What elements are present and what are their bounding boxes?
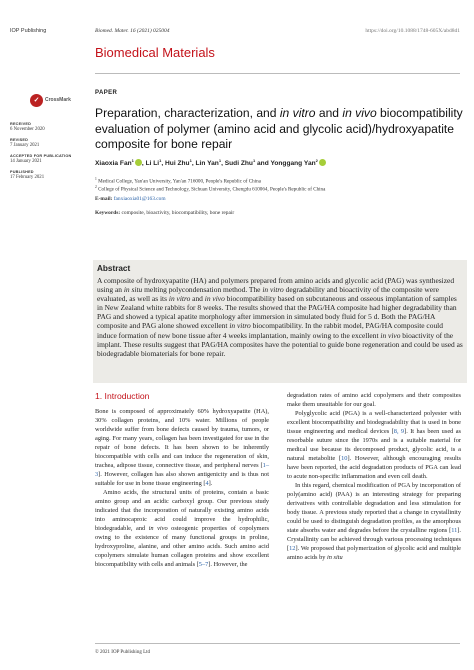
crossmark-icon: ✓ xyxy=(30,94,43,107)
author-affiliation-marker: 1 xyxy=(131,158,134,163)
author-name: Yonggang Yan xyxy=(270,160,316,168)
body-paragraph: Polyglycolic acid (PGA) is a well-characterized polyester with excellent biocompatibility and biodegradability that is used in bone tissue engineering and medical devices [8, 9]. It has been used as resorbable suture since the 1970s and is a suitable material for medical use because its decomposed product, glycolic acid, is a natural metabolite [10]. However, although encouraging results have been reported, the acid degradation products of PGA can lead to acute non-specific inflammation and even cell death. xyxy=(287,410,461,480)
footer-divider xyxy=(95,643,460,644)
paper-title: Preparation, characterization, and in vitro and in vivo biocompatibility evaluation of polymer (amino acid and glycolic acid)/hydroxyapatite composite for bone repair xyxy=(95,106,463,152)
body-paragraph: Bone is composed of approximately 60% hydroxyapatite (HA), 30% collagen proteins, and 10% water. Millions of people worldwide suffer from bone defects caused by trauma, tumors, or aging. For many years, collagen has been investigated for use in the repair of bone defects. It has been shown to be inherently biocompatible with cells and can induce the regeneration of skin, trachea, adipose tissue, connective tissue, and peripheral nerves [1–3]. However, collagen has also shown antigenicity and is thus not suitable for use in bone tissue engineering [4]. xyxy=(95,408,269,487)
body-paragraph: degradation rates of amino acid copolymers and their composites make them unsuitable for our goal. xyxy=(287,392,461,408)
history-label-accepted: ACCEPTED FOR PUBLICATION xyxy=(10,154,72,158)
crossmark-badge[interactable] xyxy=(30,92,78,108)
author-name: Lin Yan xyxy=(195,160,219,168)
publisher-name: IOP Publishing xyxy=(10,28,47,34)
history-date-received: 6 November 2020 xyxy=(10,127,45,132)
keywords-list: composite, bioactivity, biocompatibility, bone repair xyxy=(121,210,235,216)
author-affiliation-marker: 1 xyxy=(252,158,256,163)
author-list: Xiaoxia Fan$^1$ , Li Li$^1$, Hui Zhu$^1$, Lin Yan$^1$, Sudi Zhu$^1$ and Yonggang Yan$^2$ xyxy=(95,158,326,167)
doi-link[interactable]: https://doi.org/10.1088/1748-605X/abd8d1 xyxy=(365,28,460,34)
abstract-text: A composite of hydroxyapatite (HA) and polymers prepared from amino acids and glycolic acid (PAG) was synthesized using an in situ melting polycondensation method. The in vitro degradability and bioactivity of the composite were evaluated, as well as its in vitro and in vivo biocompatibility based on subcutaneous and osseous implantation of samples in New Zealand white rabbits for 8 weeks. The results showed that the PAG/HA composite had higher degradability than PAG and showed a typical apatite morphology after immersion in simulated body fluid for 5 d. Both the PAG/HA composite and PAG alone showed excellent in vitro biocompatibility. In the rabbit model, PAG/HA composite could induce formation of new bone tissue after 4 weeks implantation, mainly owing to the excellent in vivo bioactivity of the implant. These results suggest that PAG/HA composites have the potential to guide bone regeneration and could be used as biodegradable biomaterials for bone repair. xyxy=(97,276,463,358)
paper-type-label: PAPER xyxy=(95,90,118,96)
history-date-published: 17 February 2021 xyxy=(10,175,45,180)
affiliation-text: Medical College, Yan'an University, Yan'an 716000, People's Republic of China xyxy=(98,178,261,185)
history-label-revised: REVISED xyxy=(10,138,29,142)
keywords-label: Keywords: xyxy=(95,210,121,216)
author-name: Sudi Zhu xyxy=(224,160,253,168)
email-link[interactable]: fanxiaoxia01@163.com xyxy=(113,196,166,202)
crossmark-label: CrossMark xyxy=(45,97,71,103)
orcid-icon[interactable] xyxy=(319,159,326,166)
body-paragraph: Amino acids, the structural units of proteins, contain a basic amino group and an acidic carboxyl group. Our previous study indicated that the incorporation of naturally existing amino acids into aminocaproic acid could improve the hydrophilic, biodegradable, and in vivo osteogenic properties of copolymers owing to the existence of many functional groups in proline, hydroxyproline, alanine, and other amino acids. Such amino acid copolymers simulate human collagen proteins and show excellent biocompatibility with cells and animals [5–7]. However, the xyxy=(95,489,269,568)
author-affiliation-marker: 2 xyxy=(315,158,318,163)
author-name: Hui Zhu xyxy=(165,160,190,168)
history-date-accepted: 14 January 2021 xyxy=(10,159,42,164)
author-affiliation-marker: 1 xyxy=(159,158,162,163)
author-name: Xiaoxia Fan xyxy=(95,160,132,168)
keywords xyxy=(95,210,234,216)
history-label-published: PUBLISHED xyxy=(10,170,34,174)
corresponding-email xyxy=(95,196,166,202)
header-divider xyxy=(95,73,460,74)
abstract-heading: Abstract xyxy=(97,264,131,273)
orcid-icon[interactable] xyxy=(135,159,142,166)
body-paragraph: In this regard, chemical modification of PGA by incorporation of poly(amino acid) (PAA) is an interesting strategy for preparing derivatives with controllable degradation and less stimulation for body tissue. A previous study reported that a change in crystallinity could be used to distinguish degradation profiles, as the amorphous state absorbs water and degrades before the crystalline regions [11]. Crystallinity can be achieved through various processing techniques [12]. We proposed that polymerization of glycolic acid and multiple amino acids by in situ xyxy=(287,482,461,561)
journal-title: Biomedical Materials xyxy=(95,45,215,60)
affiliation-1 xyxy=(95,177,261,185)
journal-reference: Biomed. Mater. 16 (2021) 025004 xyxy=(95,28,170,34)
affiliation-number: 2 xyxy=(95,185,97,189)
affiliation-number: 1 xyxy=(95,177,97,181)
author-affiliation-marker: 1 xyxy=(189,158,192,163)
affiliation-2 xyxy=(95,185,325,193)
history-date-revised: 7 January 2021 xyxy=(10,143,40,148)
section-heading-introduction: 1. Introduction xyxy=(95,391,150,401)
copyright-notice: © 2021 IOP Publishing Ltd xyxy=(95,650,151,655)
history-label-received: RECEIVED xyxy=(10,122,32,126)
author-affiliation-marker: 1 xyxy=(218,158,222,163)
email-label: E-mail: xyxy=(95,196,113,202)
body-column-right xyxy=(287,391,461,562)
author-name: Li Li xyxy=(145,160,160,168)
affiliation-text: College of Physical Science and Technology, Sichuan University, Chengdu 610064, People's Republic of China xyxy=(98,186,326,193)
body-column-left xyxy=(95,407,269,569)
